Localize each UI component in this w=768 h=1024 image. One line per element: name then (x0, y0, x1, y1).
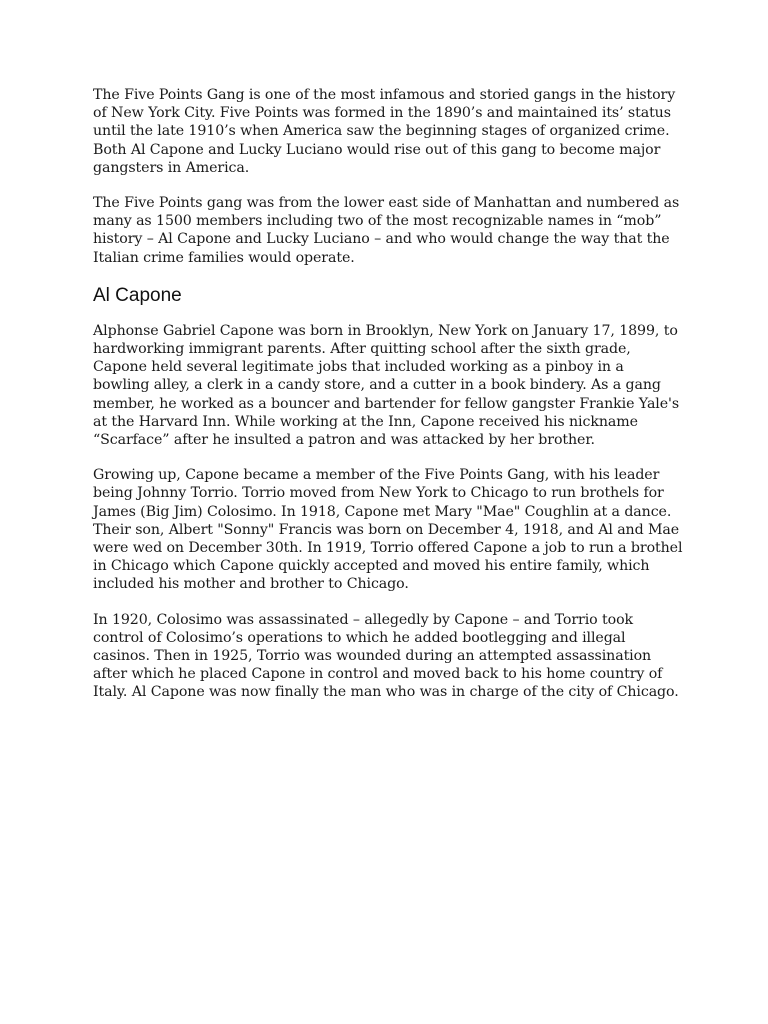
document-page (93, 86, 683, 719)
section-paragraph-2: Growing up, Capone became a member of the Five Points Gang, with his leader being Johnny Torrio. Torrio moved from New York to Chicago to run brothels for James (Big Jim) Colosimo. In 1918, Capone met Mary "Mae" Coughlin at a dance. Their son, Albert "Sonny" Francis was born on December 4, 1918, and Al and Mae were wed on December 30th. In 1919, Torrio offered Capone a job to run a brothel in Chicago which Capone quickly accepted and moved his entire family, which included his mother and brother to Chicago. (93, 467, 683, 593)
section-paragraph-1: Alphonse Gabriel Capone was born in Brooklyn, New York on January 17, 1899, to hardworking immigrant parents. After quitting school after the sixth grade, Capone held several legitimate jobs that included working as a pinboy in a bowling alley, a clerk in a candy store, and a cutter in a book bindery. As a gang member, he worked as a bouncer and bartender for fellow gangster Frankie Yale's at the Harvard Inn. While working at the Inn, Capone received his nickname “Scarface” after he insulted a patron and was attacked by her brother. (93, 322, 680, 449)
section-heading: Al Capone (93, 284, 182, 306)
intro-paragraph-1: The Five Points Gang is one of the most infamous and storied gangs in the history of New York City. Five Points was formed in the 1890’s and maintained its’ status until the late 1910’s when America saw the beginning stages of organized crime. Both Al Capone and Lucky Luciano would rise out of this gang to become major gangsters in America. (93, 87, 676, 176)
intro-paragraph-2: The Five Points gang was from the lower east side of Manhattan and numbered as many as 1500 members including two of the most recognizable names in “mob” history – Al Capone and Lucky Luciano – and who would change the way that the Italian crime families would operate. (93, 195, 680, 266)
section-paragraph-3: In 1920, Colosimo was assassinated – allegedly by Capone – and Torrio took control of Colosimo’s operations to which he added bootlegging and illegal casinos. Then in 1925, Torrio was wounded during an attempted assassination after which he placed Capone in control and moved back to his home country of Italy. Al Capone was now finally the man who was in charge of the city of Chicago. (93, 611, 679, 701)
